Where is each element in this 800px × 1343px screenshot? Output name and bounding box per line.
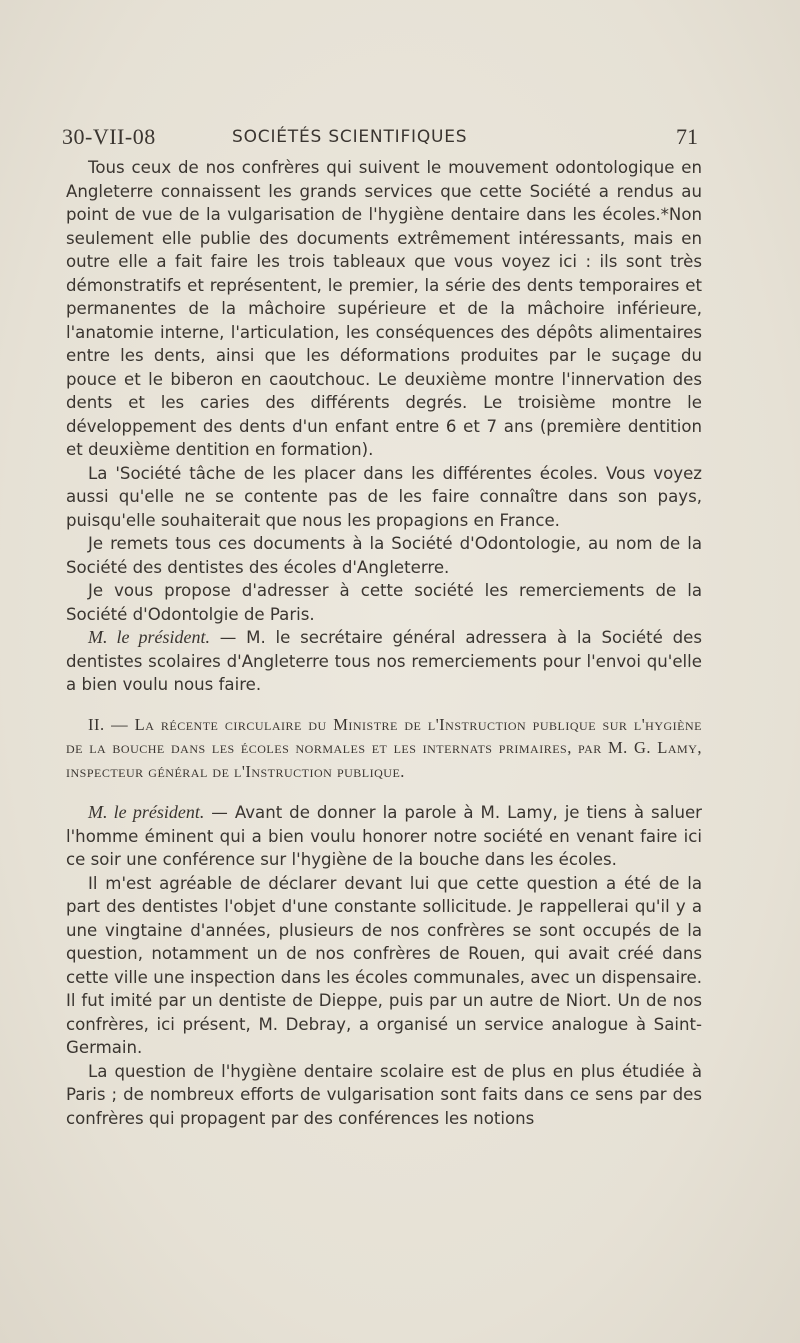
paragraph: La 'Société tâche de les placer dans les différentes écoles. Vous voyez aussi qu'elle ne se contente pas de les faire connaître dans son pays, puisqu'elle souhaiterait que nous les propagions en France. bbox=[66, 463, 702, 530]
header-title: SOCIÉTÉS SCIENTIFIQUES bbox=[232, 127, 468, 147]
speech-text: — Avant de donner la parole à M. Lamy, je tiens à saluer l'homme éminent qui a bien voulu honorer notre société en venant faire ici ce soir une conférence sur l'hygiène de la bouche dans les écoles. bbox=[66, 803, 702, 869]
paragraph: Il m'est agréable de déclarer devant lui que cette question a été de la part des dentistes l'objet d'une constante sollicitude. Je rappellerai qu'il y a une vingtaine d'années, plusieurs de nos confrères se sont occupés de la question, notamment un de nos confrères de Rouen, qui avait créé dans cette ville une inspection dans les écoles communales, avec un dispensaire. Il fut imité par un dentiste de Dieppe, puis par un autre de Niort. Un de nos confrères, ici présent, M. Debray, a organisé un service analogue à Saint-Germain. bbox=[66, 873, 702, 1057]
paragraph-president bbox=[66, 626, 702, 697]
paragraph: Je vous propose d'adresser à cette société les remerciements de la Société d'Odontolgie de Paris. bbox=[66, 581, 702, 624]
paragraph: La question de l'hygiène dentaire scolaire est de plus en plus étudiée à Paris ; de nombreux efforts de vulgarisation sont faits dans ce sens par des confrères qui propagent par des conférences les notions bbox=[66, 1061, 702, 1128]
paragraph: Je remets tous ces documents à la Société d'Odontologie, au nom de la Société des dentistes des écoles d'Angleterre. bbox=[66, 534, 702, 577]
page-number: 71 bbox=[676, 124, 698, 149]
paragraph: Tous ceux de nos confrères qui suivent le mouvement odontologique en Angleterre connaissent les grands services que cette Société a rendus au point de vue de la vulgarisation de l'hygiène dentaire dans les écoles.*Non seulement elle publie des documents extrêmement intéressants, mais en outre elle a fait faire les trois tableaux que vous voyez ici : ils sont très démonstratifs et représentent, le premier, la série des dents temporaires et permanentes de la mâchoire supérieure et de la mâchoire inférieure, l'anatomie interne, l'articulation, les conséquences des dépôts alimentaires entre les dents, ainsi que les déformations produites par le suçage du pouce et le biberon en caoutchouc. Le deuxième montre l'innervation des dents et les caries des différents degrés. Le troisième montre le développement des dents d'un enfant entre 6 et 7 ans (première dentition et deuxième dentition en formation). bbox=[66, 158, 702, 459]
header-date: 30-VII-08 bbox=[62, 124, 156, 149]
speaker-label: M. le président. bbox=[88, 802, 205, 822]
running-header bbox=[62, 124, 708, 150]
body-text bbox=[66, 156, 702, 1130]
speaker-label: M. le président. bbox=[88, 627, 210, 647]
speech-text: — M. le secrétaire général adressera à la Société des dentistes scolaires d'Angleterre tous nos remerciements pour l'envoi qu'elle a bien voulu nous faire. bbox=[66, 628, 702, 694]
section-heading: II. — La récente circulaire du Ministre de l'Instruction publique sur l'hygiène de la bouche dans les écoles normales et les internats primaires, par M. G. Lamy, inspecteur général de l'Instruction publique. bbox=[66, 714, 702, 781]
paragraph-president bbox=[66, 801, 702, 872]
